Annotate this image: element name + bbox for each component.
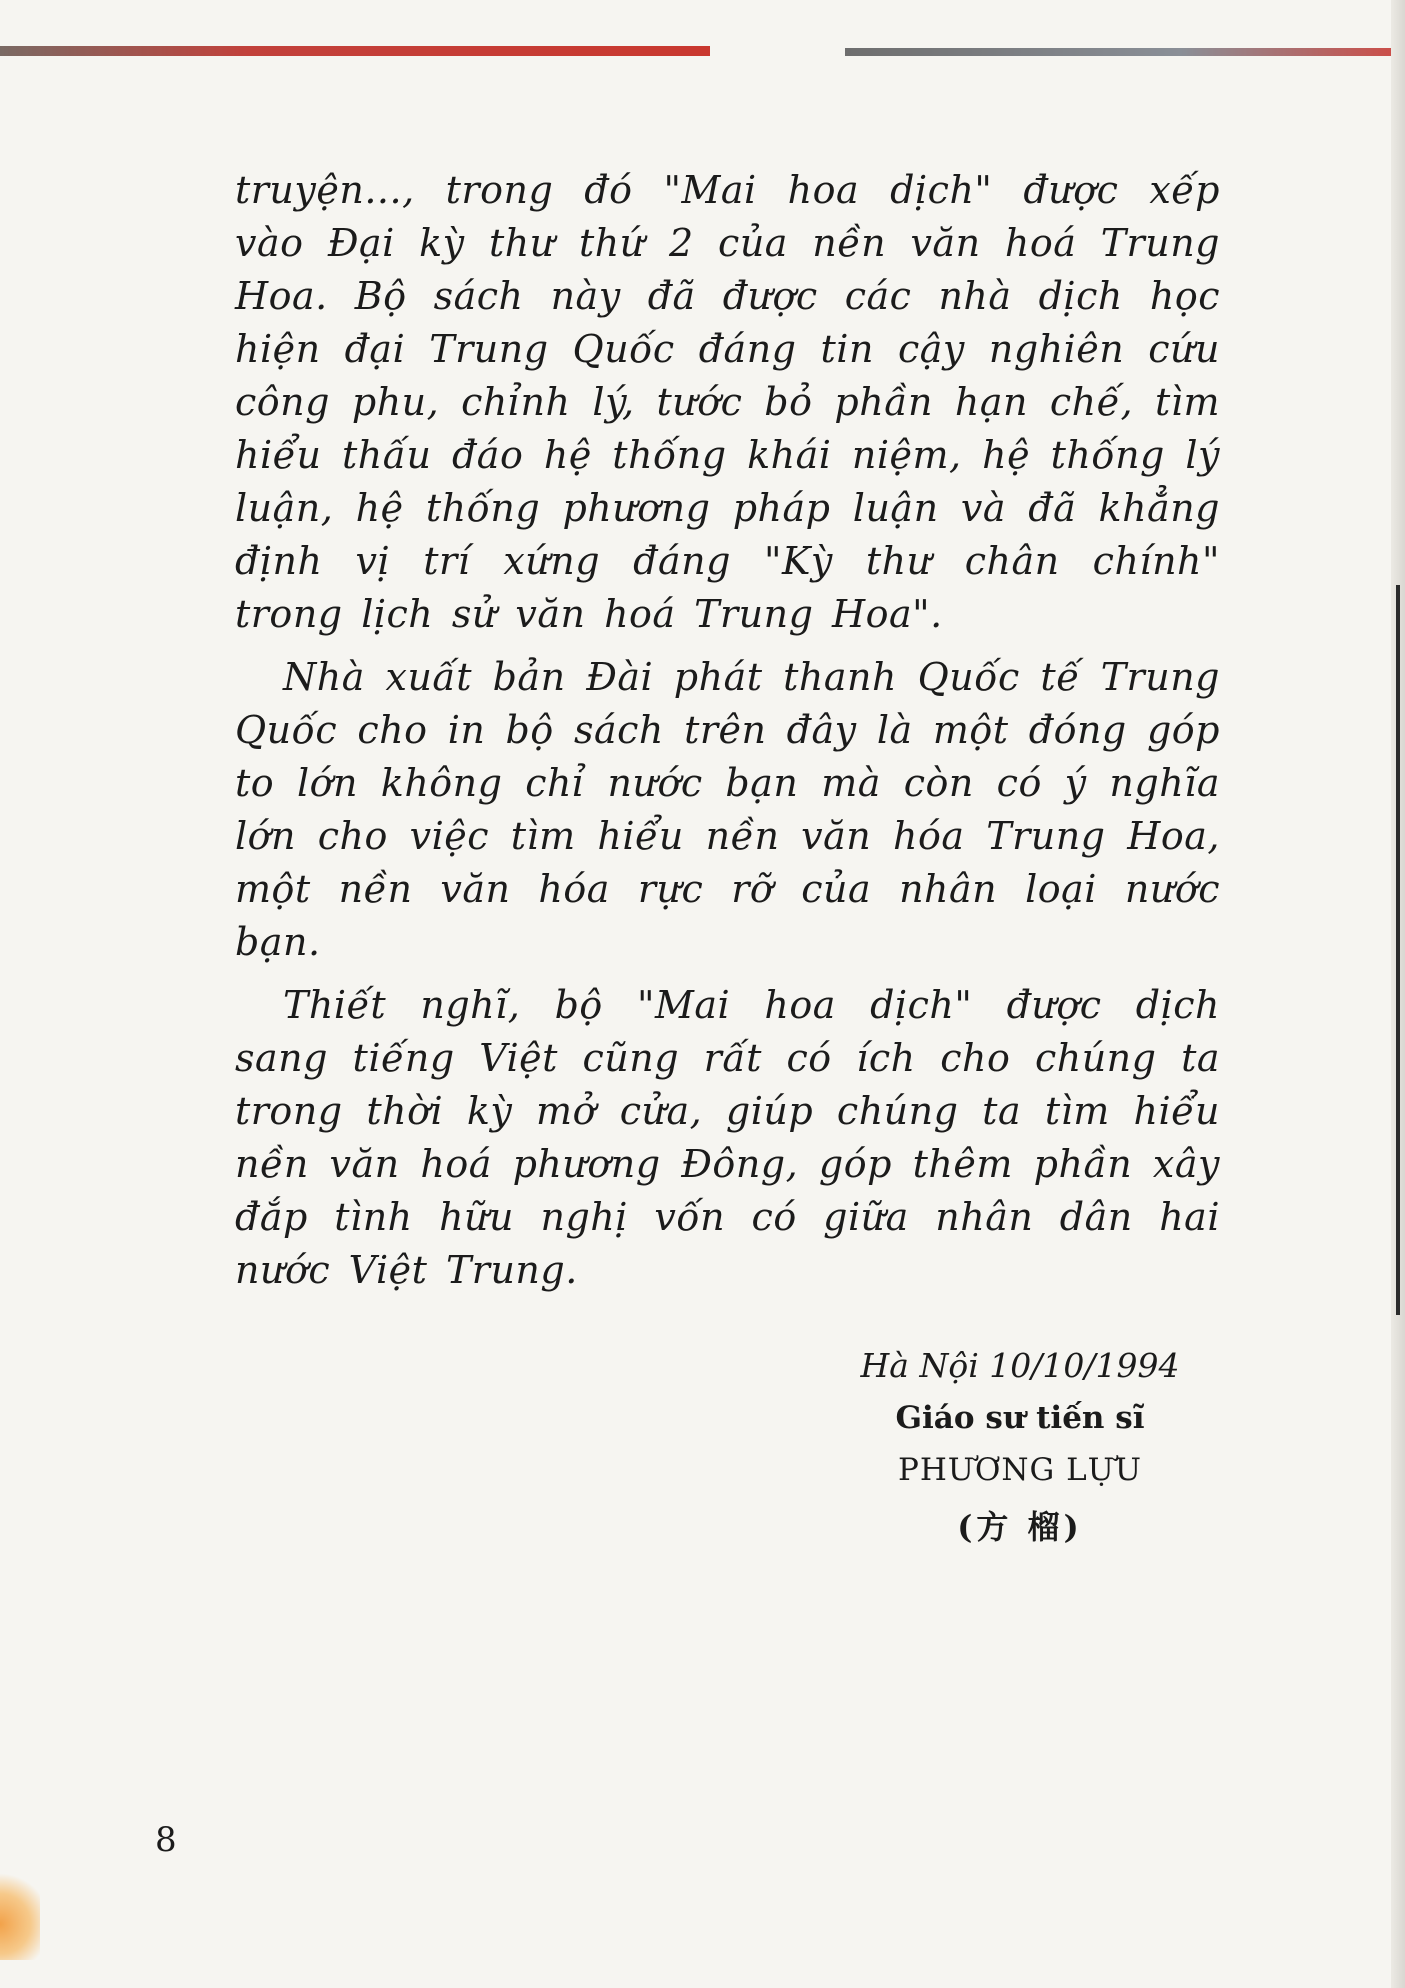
paragraph-publisher: Nhà xuất bản Đài phát thanh Quốc tế Trung Quốc cho in bộ sách trên đây là một đóng góp to lớn không chỉ nước bạn mà còn có ý nghĩa lớn cho việc tìm hiểu nền văn hóa Trung Hoa, một nền văn hóa rực rỡ của nhân loại nước bạn. [235, 655, 1220, 964]
signature-date: Hà Nội 10/10/1994 [860, 1346, 1180, 1385]
signature-block [860, 1340, 1180, 1558]
signature-title: Giáo sư tiến sĩ [895, 1400, 1145, 1436]
page-number: 8 [155, 1820, 177, 1860]
top-edge-strip-right [845, 48, 1405, 56]
paragraph-conclusion: Thiết nghĩ, bộ "Mai hoa dịch" được dịch sang tiếng Việt cũng rất có ích cho chúng ta trong thời kỳ mở cửa, giúp chúng ta tìm hiểu nền văn hoá phương Đông, góp thêm phần xây đắp tình hữu nghị vốn có giữa nhân dân hai nước Việt Trung. [235, 983, 1220, 1292]
binding-line [1396, 585, 1400, 1315]
body-text [235, 164, 1220, 1307]
paragraph-continuation: truyện..., trong đó "Mai hoa dịch" được xếp vào Đại kỳ thư thứ 2 của nền văn hoá Trung Hoa. Bộ sách này đã được các nhà dịch học hiện đại Trung Quốc đáng tin cậy nghiên cứu công phu, chỉnh lý, tước bỏ phần hạn chế, tìm hiểu thấu đáo hệ thống khái niệm, hệ thống lý luận, hệ thống phương pháp luận và đã khẳng định vị trí xứng đáng "Kỳ thư chân chính" trong lịch sử văn hoá Trung Hoa". [235, 168, 1220, 636]
signature-chinese-name: (方 榴) [957, 1508, 1083, 1546]
bottom-left-corner-stain [0, 1870, 40, 1960]
top-edge-strip-left [0, 46, 710, 56]
signature-name: PHƯƠNG LỰU [897, 1452, 1142, 1488]
